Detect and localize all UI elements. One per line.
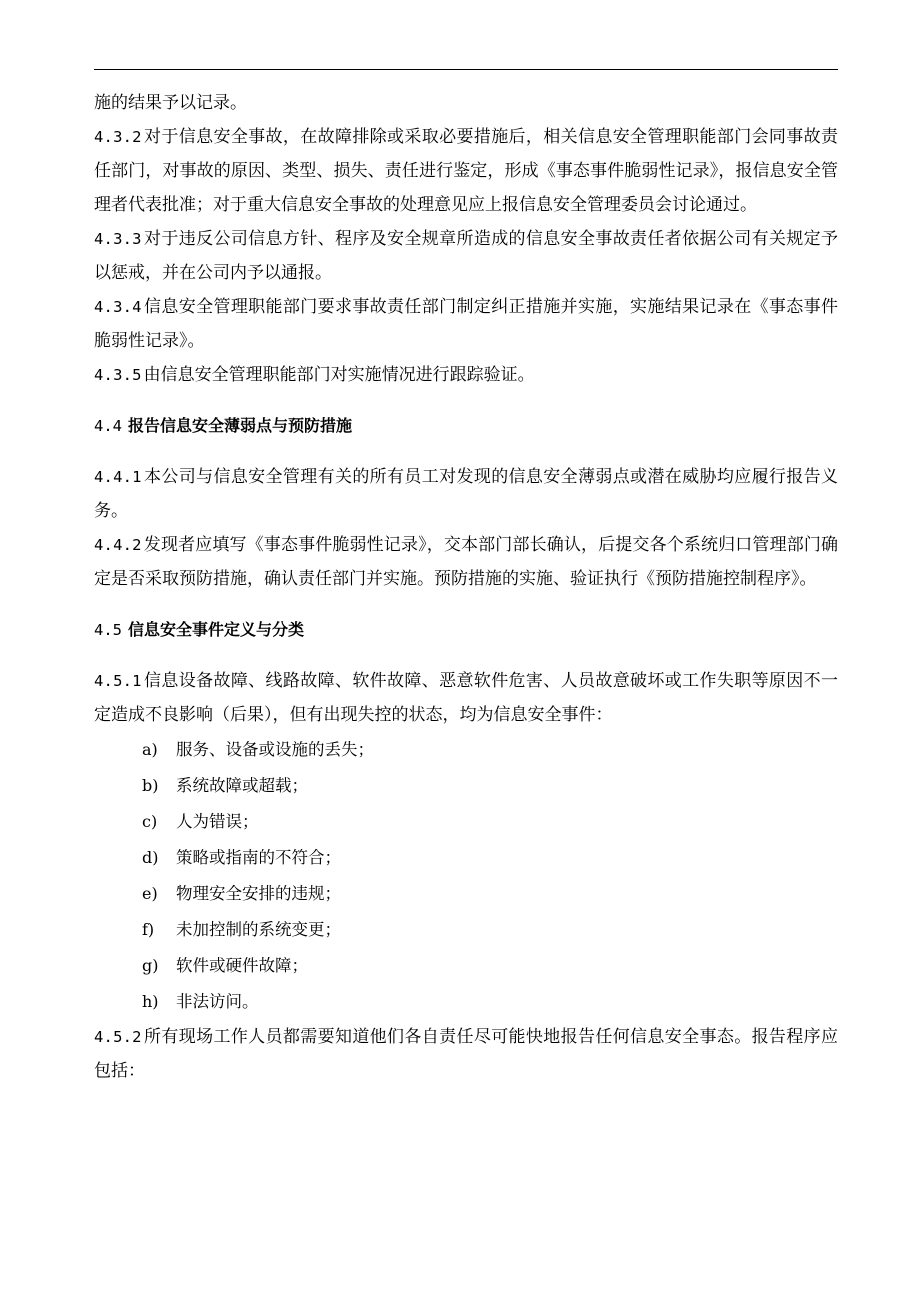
clause-number: 4.4.1 [94, 468, 142, 486]
list-item-text: 物理安全安排的违规； [176, 884, 341, 903]
paragraph-text: 由信息安全管理职能部门对实施情况进行跟踪验证。 [143, 365, 535, 385]
clause-number: 4.4.2 [94, 536, 142, 554]
list-item [94, 732, 838, 768]
paragraph [94, 460, 838, 528]
section-heading [94, 618, 838, 642]
list-marker: b) [142, 776, 159, 795]
paragraph-text: 本公司与信息安全管理有关的所有员工对发现的信息安全薄弱点或潜在威胁均应履行报告义务。 [94, 467, 838, 521]
paragraph [94, 1020, 838, 1088]
list-item-text: 人为错误； [176, 812, 259, 831]
clause-number: 4.3.2 [94, 128, 142, 146]
list-item [94, 840, 838, 876]
list-marker: g) [142, 956, 159, 975]
section-heading [94, 414, 838, 438]
paragraph-text: 发现者应填写《事态事件脆弱性记录》，交本部门部长确认，后提交各个系统归口管理部门确定是否采取预防措施，确认责任部门并实施。预防措施的实施、验证执行《预防措施控制程序》。 [94, 535, 838, 589]
header-rule [94, 69, 838, 70]
list-item-text: 未加控制的系统变更； [176, 920, 341, 939]
clause-number: 4.5.1 [94, 672, 142, 690]
paragraph [94, 358, 838, 392]
list-marker: e) [142, 884, 158, 903]
clause-number: 4.3.3 [94, 230, 142, 248]
list-marker: f) [142, 920, 155, 939]
paragraph [94, 222, 838, 290]
document-body [94, 86, 838, 1088]
paragraph-text: 施的结果予以记录。 [94, 93, 247, 113]
paragraph [94, 86, 838, 120]
paragraph-text: 对于违反公司信息方针、程序及安全规章所造成的信息安全事故责任者依据公司有关规定予以惩戒，并在公司内予以通报。 [94, 229, 838, 283]
paragraph [94, 664, 838, 732]
list-item-text: 非法访问。 [176, 992, 259, 1011]
paragraph-text: 信息设备故障、线路故障、软件故障、恶意软件危害、人员故意破坏或工作失职等原因不一定造成不良影响（后果），但有出现失控的状态，均为信息安全事件： [94, 671, 838, 725]
paragraph-text: 对于信息安全事故，在故障排除或采取必要措施后，相关信息安全管理职能部门会同事故责任部门，对事故的原因、类型、损失、责任进行鉴定，形成《事态事件脆弱性记录》，报信息安全管理者代表批准；对于重大信息安全事故的处理意见应上报信息安全管理委员会讨论通过。 [94, 127, 838, 215]
list-marker: h) [142, 992, 159, 1011]
list-item [94, 804, 838, 840]
clause-number: 4.5.2 [94, 1028, 142, 1046]
list-item [94, 876, 838, 912]
section-number: 4.4 [94, 417, 122, 435]
list-item-text: 策略或指南的不符合； [176, 848, 341, 867]
clause-number: 4.3.4 [94, 298, 142, 316]
list-item-text: 系统故障或超载； [176, 776, 308, 795]
list-marker: a) [142, 740, 158, 759]
paragraph-text: 所有现场工作人员都需要知道他们各自责任尽可能快地报告任何信息安全事态。报告程序应包括： [94, 1027, 838, 1081]
clause-number: 4.3.5 [94, 366, 142, 384]
list-marker: d) [142, 848, 159, 867]
paragraph [94, 290, 838, 358]
list-item [94, 948, 838, 984]
section-title: 报告信息安全薄弱点与预防措施 [128, 416, 353, 435]
paragraph [94, 120, 838, 222]
item-list [94, 732, 838, 1020]
section-number: 4.5 [94, 621, 122, 639]
paragraph-text: 信息安全管理职能部门要求事故责任部门制定纠正措施并实施，实施结果记录在《事态事件脆弱性记录》。 [94, 297, 838, 351]
list-marker: c) [142, 812, 158, 831]
paragraph [94, 528, 838, 596]
list-item [94, 984, 838, 1020]
section-title: 信息安全事件定义与分类 [128, 620, 305, 639]
list-item [94, 768, 838, 804]
list-item [94, 912, 838, 948]
list-item-text: 软件或硬件故障； [176, 956, 308, 975]
list-item-text: 服务、设备或设施的丢失； [176, 740, 374, 759]
